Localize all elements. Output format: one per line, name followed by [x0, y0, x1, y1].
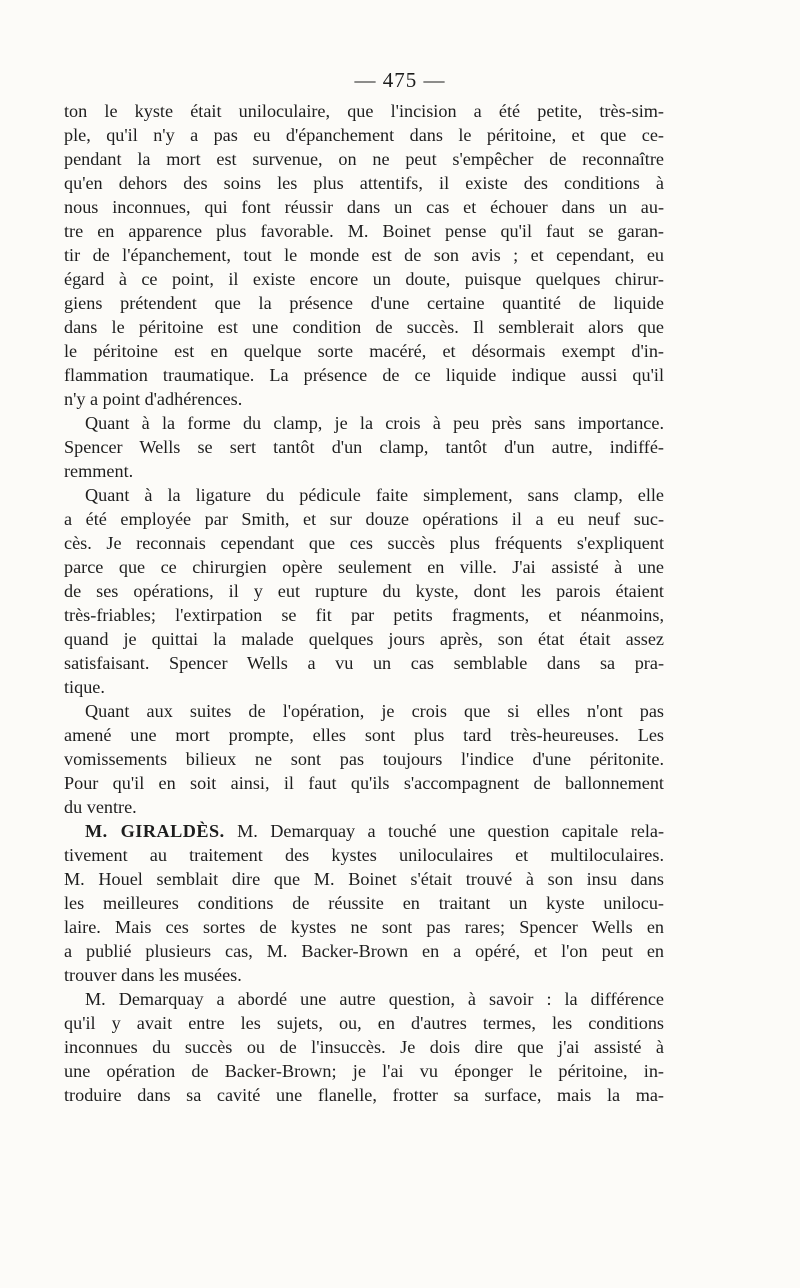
text-line [64, 915, 664, 939]
speaker-name: M. GIRALDÈS. [85, 821, 225, 841]
text-line [64, 627, 664, 651]
text-line [64, 267, 664, 291]
text-line [64, 771, 664, 795]
text-line [64, 723, 664, 747]
text-line [64, 555, 664, 579]
text-line [64, 579, 664, 603]
text-line [64, 459, 664, 483]
line-text: amené une mort prompte, elles sont plus tard très-heureuses. Les [64, 725, 664, 745]
page-text [64, 99, 664, 1107]
line-text: satisfaisant. Spencer Wells a vu un cas semblable dans sa pra- [64, 653, 664, 673]
page-number: — 475 — [354, 68, 446, 92]
line-text: quand je quittai la malade quelques jours après, son état était assez [64, 629, 664, 649]
line-text: tique. [64, 677, 105, 697]
line-text: parce que ce chirurgien opère seulement en ville. J'ai assisté à une [64, 557, 664, 577]
line-text: pendant la mort est survenue, on ne peut s'empêcher de reconnaître [64, 149, 664, 169]
line-text: du ventre. [64, 797, 137, 817]
line-text: cès. Je reconnais cependant que ces succès plus fréquents s'expliquent [64, 533, 664, 553]
line-text: qu'il y avait entre les sujets, ou, en d'autres termes, les conditions [64, 1013, 664, 1033]
line-text: tivement au traitement des kystes uniloculaires et multiloculaires. [64, 845, 664, 865]
line-text: M. Houel semblait dire que M. Boinet s'était trouvé à son insu dans [64, 869, 664, 889]
text-line [64, 1035, 664, 1059]
text-line [64, 483, 664, 507]
line-text: Quant à la forme du clamp, je la crois à peu près sans importance. [85, 413, 664, 433]
line-text: Spencer Wells se sert tantôt d'un clamp, tantôt d'un autre, indiffé- [64, 437, 664, 457]
line-text: nous inconnues, qui font réussir dans un cas et échouer dans un au- [64, 197, 664, 217]
line-text: troduire dans sa cavité une flanelle, frotter sa surface, mais la ma- [64, 1085, 664, 1105]
line-text: Quant à la ligature du pédicule faite simplement, sans clamp, elle [85, 485, 664, 505]
line-text: ton le kyste était uniloculaire, que l'incision a été petite, très-sim- [64, 101, 664, 121]
text-line [64, 747, 664, 771]
text-line [64, 1083, 664, 1107]
text-line [64, 507, 664, 531]
text-line [64, 387, 664, 411]
line-text: de ses opérations, il y eut rupture du kyste, dont les parois étaient [64, 581, 664, 601]
line-text: remment. [64, 461, 134, 481]
text-line [64, 1011, 664, 1035]
line-text: trouver dans les musées. [64, 965, 242, 985]
line-text: vomissements bilieux ne sont pas toujours l'indice d'une péritonite. [64, 749, 664, 769]
text-line [64, 675, 664, 699]
text-line [64, 435, 664, 459]
text-line [64, 867, 664, 891]
text-line [64, 291, 664, 315]
line-text: tre en apparence plus favorable. M. Boinet pense qu'il faut se garan- [64, 221, 664, 241]
text-line [64, 243, 664, 267]
line-text: Pour qu'il en soit ainsi, il faut qu'ils s'accompagnent de ballonnement [64, 773, 664, 793]
line-text: dans le péritoine est une condition de succès. Il semblerait alors que [64, 317, 664, 337]
text-line [64, 819, 664, 843]
text-line [64, 315, 664, 339]
text-line [64, 651, 664, 675]
text-line [64, 843, 664, 867]
line-text: laire. Mais ces sortes de kystes ne sont pas rares; Spencer Wells en [64, 917, 664, 937]
line-text: a été employée par Smith, et sur douze opérations il a eu neuf suc- [64, 509, 664, 529]
line-text: le péritoine est en quelque sorte macéré, et désormais exempt d'in- [64, 341, 664, 361]
line-text: giens prétendent que la présence d'une certaine quantité de liquide [64, 293, 664, 313]
line-text: M. Demarquay a abordé une autre question, à savoir : la différence [85, 989, 664, 1009]
line-text: a publié plusieurs cas, M. Backer-Brown en a opéré, et l'on peut en [64, 941, 664, 961]
text-line [64, 123, 664, 147]
text-line [64, 699, 664, 723]
text-line [64, 147, 664, 171]
text-line [64, 1059, 664, 1083]
text-line [64, 171, 664, 195]
text-line [64, 99, 664, 123]
line-text: ple, qu'il n'y a pas eu d'épanchement dans le péritoine, et que ce- [64, 125, 664, 145]
line-text: très-friables; l'extirpation se fit par petits fragments, et néanmoins, [64, 605, 664, 625]
text-line [64, 987, 664, 1011]
text-line [64, 411, 664, 435]
text-line [64, 795, 664, 819]
text-line [64, 363, 664, 387]
text-line [64, 939, 664, 963]
text-line [64, 603, 664, 627]
text-line [64, 891, 664, 915]
line-text: une opération de Backer-Brown; je l'ai vu éponger le péritoine, in- [64, 1061, 664, 1081]
line-text: égard à ce point, il existe encore un doute, puisque quelques chirur- [64, 269, 664, 289]
line-text: les meilleures conditions de réussite en traitant un kyste unilocu- [64, 893, 664, 913]
text-line [64, 963, 664, 987]
line-text: Quant aux suites de l'opération, je crois que si elles n'ont pas [85, 701, 664, 721]
line-text: inconnues du succès ou de l'insuccès. Je dois dire que j'ai assisté à [64, 1037, 664, 1057]
text-line [64, 339, 664, 363]
line-text: flammation traumatique. La présence de ce liquide indique aussi qu'il [64, 365, 664, 385]
line-text: n'y a point d'adhérences. [64, 389, 243, 409]
text-line [64, 219, 664, 243]
text-line [64, 531, 664, 555]
line-text: M. Demarquay a touché une question capitale rela- [224, 821, 664, 841]
text-line [64, 195, 664, 219]
line-text: qu'en dehors des soins les plus attentifs, il existe des conditions à [64, 173, 664, 193]
line-text: tir de l'épanchement, tout le monde est de son avis ; et cependant, eu [64, 245, 664, 265]
